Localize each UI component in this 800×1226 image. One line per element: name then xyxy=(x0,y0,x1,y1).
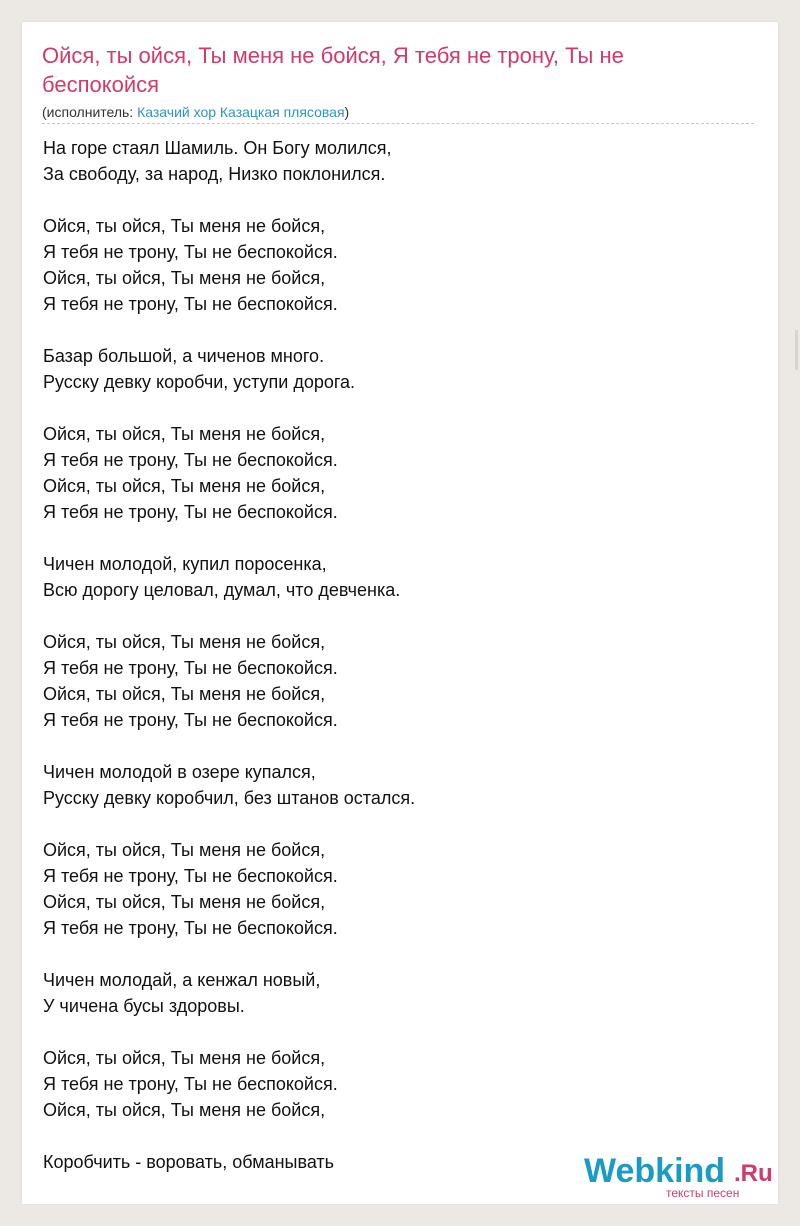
lyric-line: Я тебя не трону, Ты не беспокойся. xyxy=(43,294,338,314)
performer-link[interactable]: Казачий хор Казацкая плясовая xyxy=(137,104,345,120)
lyric-line: Я тебя не трону, Ты не беспокойся. xyxy=(43,710,338,730)
lyric-line: На горе стаял Шамиль. Он Богу молился, xyxy=(43,138,392,158)
lyric-line: Базар большой, а чиченов много. xyxy=(43,346,325,366)
lyric-line: У чичена бусы здоровы. xyxy=(43,996,245,1016)
lyric-line: Русску девку коробчил, без штанов остался. xyxy=(43,788,416,808)
lyric-line: Ойся, ты ойся, Ты меня не бойся, xyxy=(43,840,326,860)
scrollbar-mark xyxy=(795,330,798,370)
lyric-line: Чичен молодой, купил поросенка, xyxy=(43,554,327,574)
lyrics-stanza xyxy=(43,343,743,395)
lyric-line: Ойся, ты ойся, Ты меня не бойся, xyxy=(43,1048,326,1068)
logo-tld: .Ru xyxy=(734,1160,773,1187)
lyric-line: Русску девку коробчи, уступи дорога. xyxy=(43,372,356,392)
lyric-line: Ойся, ты ойся, Ты меня не бойся, xyxy=(43,892,326,912)
lyric-line: Я тебя не трону, Ты не беспокойся. xyxy=(43,450,338,470)
webkind-logo[interactable] xyxy=(584,1151,784,1201)
lyric-line: Я тебя не трону, Ты не беспокойся. xyxy=(43,242,338,262)
lyric-line: За свободу, за народ, Низко поклонился. xyxy=(43,164,386,184)
lyrics-stanza xyxy=(43,213,743,317)
performer-prefix: (исполнитель: xyxy=(42,104,138,120)
logo-tagline: тексты песен xyxy=(666,1186,740,1200)
lyrics-body xyxy=(43,135,743,1201)
lyric-line: Я тебя не трону, Ты не беспокойся. xyxy=(43,502,338,522)
lyric-line: Ойся, ты ойся, Ты меня не бойся, xyxy=(43,684,326,704)
lyric-line: Я тебя не трону, Ты не беспокойся. xyxy=(43,658,338,678)
lyrics-stanza xyxy=(43,421,743,525)
song-title: Ойся, ты ойся, Ты меня не бойся, Я тебя не трону, Ты не беспокойся xyxy=(42,43,624,97)
lyric-line: Чичен молодай, а кенжал новый, xyxy=(43,970,321,990)
lyrics-stanza xyxy=(43,967,743,1019)
lyrics-stanza xyxy=(43,135,743,187)
lyric-line: Ойся, ты ойся, Ты меня не бойся, xyxy=(43,216,326,236)
lyric-line: Ойся, ты ойся, Ты меня не бойся, xyxy=(43,424,326,444)
lyric-line: Я тебя не трону, Ты не беспокойся. xyxy=(43,918,338,938)
lyric-line: Я тебя не трону, Ты не беспокойся. xyxy=(43,1074,338,1094)
lyrics-stanza xyxy=(43,629,743,733)
divider xyxy=(42,123,754,124)
lyric-line: Ойся, ты ойся, Ты меня не бойся, xyxy=(43,1100,326,1120)
lyrics-stanza xyxy=(43,837,743,941)
lyric-line: Ойся, ты ойся, Ты меня не бойся, xyxy=(43,476,326,496)
lyrics-stanza xyxy=(43,759,743,811)
lyric-line: Чичен молодой в озере купался, xyxy=(43,762,316,782)
lyrics-stanza xyxy=(43,1045,743,1123)
lyrics-stanza xyxy=(43,551,743,603)
lyric-line: Ойся, ты ойся, Ты меня не бойся, xyxy=(43,268,326,288)
performer-line xyxy=(42,103,349,121)
performer-suffix: ) xyxy=(344,104,350,120)
lyric-line: Коробчить - воровать, обманывать xyxy=(43,1152,335,1172)
lyric-line: Всю дорогу целовал, думал, что девченка. xyxy=(43,580,401,600)
lyric-line: Ойся, ты ойся, Ты меня не бойся, xyxy=(43,632,326,652)
logo-name: Webkind xyxy=(584,1152,726,1190)
song-card xyxy=(22,22,778,1204)
lyric-line: Я тебя не трону, Ты не беспокойся. xyxy=(43,866,338,886)
